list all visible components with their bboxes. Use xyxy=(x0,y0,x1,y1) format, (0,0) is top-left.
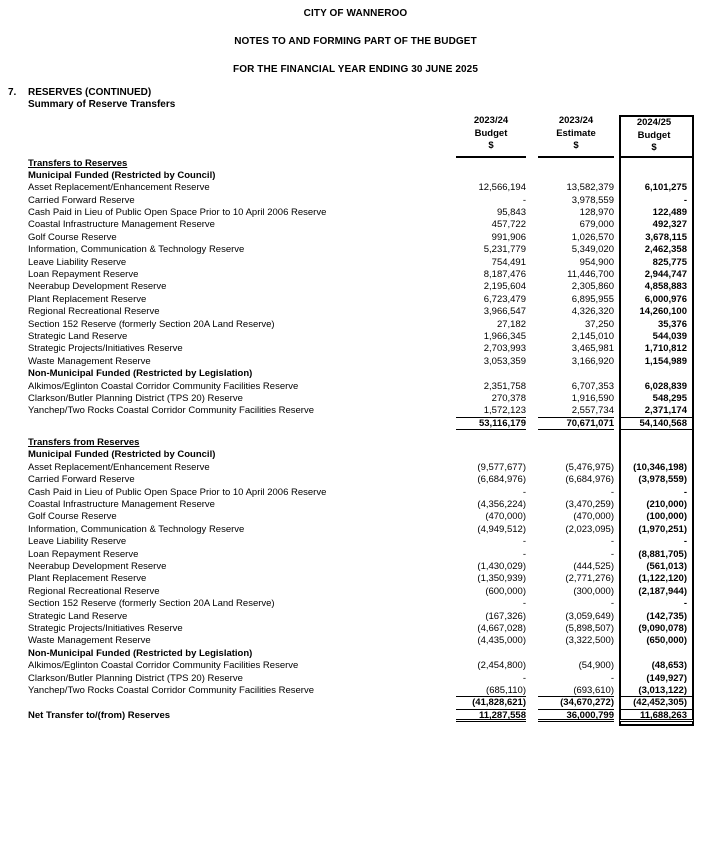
value-cell: (210,000) xyxy=(619,499,694,511)
value-cell: 1,916,590 xyxy=(571,392,614,404)
row-label: Loan Repayment Reserve xyxy=(28,548,139,560)
row-label: Clarkson/Butler Planning District (TPS 20) Reserve xyxy=(28,392,243,404)
value-cell: 5,231,779 xyxy=(483,244,526,256)
value-cell: 2,305,860 xyxy=(571,281,614,293)
table-row xyxy=(0,586,694,598)
doc-period: FOR THE FINANCIAL YEAR ENDING 30 JUNE 2025 xyxy=(233,64,478,75)
table-row xyxy=(0,393,694,405)
value-cell: (3,978,559) xyxy=(619,474,694,486)
value-cell: (4,356,224) xyxy=(477,499,526,511)
value-cell: (650,000) xyxy=(619,635,694,647)
value-cell xyxy=(456,449,526,461)
value-cell: (9,090,078) xyxy=(619,623,694,635)
section-heading xyxy=(0,87,711,110)
value-cell: - xyxy=(522,194,526,206)
subsection-row xyxy=(0,449,694,461)
value-cell: 548,295 xyxy=(619,393,694,405)
value-cell: (1,970,251) xyxy=(619,524,694,536)
value-cell: 54,140,568 xyxy=(619,418,694,430)
row-label: Net Transfer to/(from) Reserves xyxy=(28,709,171,721)
value-cell: 6,000,976 xyxy=(619,294,694,306)
value-cell: 70,671,071 xyxy=(538,418,614,430)
value-cell: 4,858,883 xyxy=(619,281,694,293)
value-cell: (5,898,507) xyxy=(565,622,614,634)
row-label: Transfers to Reserves xyxy=(28,157,128,169)
total-row xyxy=(0,697,694,709)
value-cell: 492,327 xyxy=(619,219,694,231)
value-cell: (10,346,198) xyxy=(619,462,694,474)
value-cell: (42,452,305) xyxy=(619,697,694,709)
row-label: Municipal Funded (Restricted by Council) xyxy=(28,169,216,181)
table-row xyxy=(0,549,694,561)
row-label: Yanchep/Two Rocks Coastal Corridor Community Facilities Reserve xyxy=(28,684,314,696)
section-row xyxy=(0,158,694,170)
table-row xyxy=(0,281,694,293)
value-cell: (149,927) xyxy=(619,673,694,685)
doc-heading: NOTES TO AND FORMING PART OF THE BUDGET xyxy=(234,36,477,47)
subsection-row xyxy=(0,170,694,182)
row-label: Golf Course Reserve xyxy=(28,511,117,523)
row-label: Non-Municipal Funded (Restricted by Legislation) xyxy=(28,647,253,659)
value-cell: - xyxy=(522,598,526,610)
row-label: Plant Replacement Reserve xyxy=(28,573,147,585)
value-cell: - xyxy=(619,487,694,499)
table-row xyxy=(0,511,694,523)
row-label: Asset Replacement/Enhancement Reserve xyxy=(28,182,210,194)
value-cell: - xyxy=(619,598,694,610)
value-cell: (3,059,649) xyxy=(565,610,614,622)
table-row xyxy=(0,598,694,610)
table-row xyxy=(0,244,694,256)
value-cell: 6,028,839 xyxy=(619,381,694,393)
value-cell: 35,376 xyxy=(619,319,694,331)
value-cell: 122,489 xyxy=(619,207,694,219)
table-row xyxy=(0,294,694,306)
value-cell: (693,610) xyxy=(538,685,614,697)
value-cell: 27,182 xyxy=(496,318,526,330)
table-row xyxy=(0,685,694,697)
value-cell xyxy=(619,437,694,449)
value-cell: 679,000 xyxy=(579,219,614,231)
row-label: Waste Management Reserve xyxy=(28,355,151,367)
value-cell: (34,670,272) xyxy=(538,697,614,709)
value-cell: (470,000) xyxy=(485,511,526,523)
table-row xyxy=(0,405,694,417)
value-cell: 6,101,275 xyxy=(619,182,694,194)
value-cell: (8,881,705) xyxy=(619,549,694,561)
row-label xyxy=(0,722,456,726)
value-cell: (5,476,975) xyxy=(565,461,614,473)
value-cell: 53,116,179 xyxy=(456,418,526,430)
value-cell: 13,582,379 xyxy=(566,182,614,194)
value-cell: (54,900) xyxy=(578,660,614,672)
org-title: CITY OF WANNEROO xyxy=(303,8,408,19)
table-row xyxy=(0,561,694,573)
value-cell xyxy=(456,170,526,182)
value-cell: 11,446,700 xyxy=(567,269,614,281)
value-cell: - xyxy=(522,536,526,548)
row-label: Regional Recreational Reserve xyxy=(28,585,160,597)
row-label xyxy=(0,697,456,709)
value-cell: 2,557,734 xyxy=(538,405,614,417)
row-label: Plant Replacement Reserve xyxy=(28,293,147,305)
table-row xyxy=(0,487,694,499)
value-cell xyxy=(538,430,614,437)
value-cell: (470,000) xyxy=(573,511,614,523)
row-label: Transfers from Reserves xyxy=(28,437,140,449)
value-cell: (4,435,000) xyxy=(477,635,526,647)
column-header xyxy=(456,115,526,158)
row-label: Carried Forward Reserve xyxy=(28,474,135,486)
row-label: Alkimos/Eglinton Coastal Corridor Community Facilities Reserve xyxy=(28,660,299,672)
value-cell: (41,828,621) xyxy=(456,697,526,709)
value-cell: - xyxy=(610,672,614,684)
row-label: Non-Municipal Funded (Restricted by Legislation) xyxy=(28,368,253,380)
value-cell xyxy=(538,170,614,182)
box-bottom-edge xyxy=(0,722,694,726)
row-label: Neerabup Development Reserve xyxy=(28,281,167,293)
table-body xyxy=(0,158,694,727)
value-cell: 14,260,100 xyxy=(619,306,694,318)
value-cell: 11,287,558 xyxy=(456,710,526,722)
value-cell: 1,026,570 xyxy=(571,231,614,243)
value-cell: (600,000) xyxy=(485,585,526,597)
value-cell: - xyxy=(522,486,526,498)
row-label: Section 152 Reserve (formerly Section 20A Land Reserve) xyxy=(28,318,275,330)
value-cell: (444,525) xyxy=(573,561,614,572)
row-label: Information, Communication & Technology Reserve xyxy=(28,244,245,256)
value-cell: 6,723,479 xyxy=(483,293,526,305)
section-row xyxy=(0,437,694,449)
value-cell: 991,906 xyxy=(491,231,526,243)
value-cell: 457,722 xyxy=(491,219,526,231)
value-cell xyxy=(619,368,694,380)
value-cell: 6,707,353 xyxy=(571,380,614,392)
row-label: Strategic Projects/Initiatives Reserve xyxy=(28,343,183,355)
value-cell xyxy=(538,722,614,726)
row-label: Regional Recreational Reserve xyxy=(28,306,160,318)
value-cell: 1,154,989 xyxy=(619,356,694,368)
row-label: Cash Paid in Lieu of Public Open Space Prior to 10 April 2006 Reserve xyxy=(28,486,327,498)
reserve-transfers-table xyxy=(0,115,694,726)
value-cell: (142,735) xyxy=(619,611,694,623)
value-cell: 12,566,194 xyxy=(478,182,526,194)
column-header-line: 2023/24 xyxy=(473,115,509,126)
value-cell: - xyxy=(619,195,694,207)
row-label xyxy=(0,418,456,430)
value-cell: 2,351,758 xyxy=(483,380,526,392)
value-cell: 2,703,993 xyxy=(483,343,526,355)
row-label: Alkimos/Eglinton Coastal Corridor Community Facilities Reserve xyxy=(28,380,299,392)
value-cell xyxy=(619,430,694,437)
value-cell: 2,944,747 xyxy=(619,269,694,281)
table-row xyxy=(0,331,694,343)
table-row xyxy=(0,182,694,194)
value-cell: (1,122,120) xyxy=(619,573,694,585)
column-header-line: Estimate xyxy=(556,127,596,139)
value-cell: (561,013) xyxy=(619,561,694,573)
value-cell: - xyxy=(522,548,526,560)
value-cell: 3,966,547 xyxy=(483,306,526,318)
value-cell: 6,895,955 xyxy=(571,293,614,305)
total-row xyxy=(0,418,694,430)
value-cell: 11,688,263 xyxy=(619,710,694,722)
spacer-row xyxy=(0,430,694,437)
column-header-line: $ xyxy=(651,142,657,153)
value-cell: 1,966,345 xyxy=(483,330,526,342)
table-row xyxy=(0,219,694,231)
value-cell: (300,000) xyxy=(573,585,614,597)
value-cell xyxy=(619,158,694,170)
value-cell: 544,039 xyxy=(619,331,694,343)
row-label xyxy=(0,430,456,437)
row-label: Cash Paid in Lieu of Public Open Space Prior to 10 April 2006 Reserve xyxy=(28,207,327,219)
value-cell: 5,349,020 xyxy=(571,244,614,256)
section-titles xyxy=(28,87,711,110)
value-cell xyxy=(456,430,526,437)
column-header xyxy=(619,115,694,158)
column-header-line: $ xyxy=(573,140,579,151)
row-label: Loan Repayment Reserve xyxy=(28,269,139,281)
table-header xyxy=(0,115,694,158)
value-cell: - xyxy=(610,598,614,610)
row-label: Asset Replacement/Enhancement Reserve xyxy=(28,461,210,473)
value-cell: 95,843 xyxy=(496,207,526,219)
table-row xyxy=(0,499,694,511)
table-row xyxy=(0,573,694,585)
value-cell: 3,978,559 xyxy=(571,194,614,206)
table-row xyxy=(0,536,694,548)
value-cell xyxy=(538,449,614,461)
column-header xyxy=(538,115,614,158)
value-cell xyxy=(538,437,614,449)
value-cell: (1,350,939) xyxy=(477,573,526,585)
column-header-line: $ xyxy=(488,140,494,151)
row-label: Information, Communication & Technology Reserve xyxy=(28,523,245,535)
table-row xyxy=(0,269,694,281)
value-cell: - xyxy=(610,548,614,560)
value-cell: 8,187,476 xyxy=(483,269,526,281)
row-label: Strategic Projects/Initiatives Reserve xyxy=(28,622,183,634)
value-cell: 128,970 xyxy=(579,207,614,219)
row-label: Municipal Funded (Restricted by Council) xyxy=(28,449,216,461)
value-cell: 2,371,174 xyxy=(619,405,694,417)
value-cell: 2,195,604 xyxy=(483,281,526,293)
value-cell: (685,110) xyxy=(456,685,526,697)
value-cell: (48,653) xyxy=(619,660,694,672)
table-row xyxy=(0,343,694,355)
table-row xyxy=(0,381,694,393)
value-cell: (3,470,259) xyxy=(565,499,614,511)
value-cell: 2,145,010 xyxy=(571,330,614,342)
table-row xyxy=(0,474,694,486)
row-label: Yanchep/Two Rocks Coastal Corridor Community Facilities Reserve xyxy=(28,405,314,417)
value-cell xyxy=(538,158,614,170)
value-cell: 2,462,358 xyxy=(619,244,694,256)
column-header-line: Budget xyxy=(637,129,671,141)
value-cell: 4,326,320 xyxy=(571,306,614,318)
column-header-line: 2024/25 xyxy=(636,117,672,128)
table-row xyxy=(0,257,694,269)
value-cell xyxy=(456,368,526,380)
value-cell: - xyxy=(610,486,614,498)
value-cell: - xyxy=(619,536,694,548)
table-row xyxy=(0,623,694,635)
column-header-line: 2023/24 xyxy=(558,115,594,126)
row-label: Clarkson/Butler Planning District (TPS 20) Reserve xyxy=(28,672,243,684)
value-cell: 3,678,115 xyxy=(619,232,694,244)
row-label: Leave Liability Reserve xyxy=(28,256,127,268)
row-label: Coastal Infrastructure Management Reserve xyxy=(28,219,215,231)
section-number: 7. xyxy=(8,87,17,98)
value-cell xyxy=(456,648,526,660)
value-cell: 1,710,812 xyxy=(619,343,694,355)
value-cell: - xyxy=(610,536,614,548)
row-label: Golf Course Reserve xyxy=(28,231,117,243)
value-cell: (2,023,095) xyxy=(565,523,614,535)
value-cell: (3,322,500) xyxy=(565,635,614,647)
value-cell: 3,465,981 xyxy=(571,343,614,355)
value-cell: 36,000,799 xyxy=(538,710,614,722)
value-cell: 3,166,920 xyxy=(571,355,614,367)
table-row xyxy=(0,306,694,318)
value-cell: 3,053,359 xyxy=(483,355,526,367)
value-cell: (6,684,976) xyxy=(565,474,614,486)
row-label: Leave Liability Reserve xyxy=(28,536,127,548)
table-row xyxy=(0,635,694,647)
table-row xyxy=(0,660,694,672)
value-cell: 954,900 xyxy=(579,256,614,268)
table-row xyxy=(0,232,694,244)
value-cell: (4,949,512) xyxy=(477,523,526,535)
value-cell: (2,454,800) xyxy=(477,660,526,672)
table-row xyxy=(0,195,694,207)
row-label: Coastal Infrastructure Management Reserve xyxy=(28,499,215,511)
value-cell: (6,684,976) xyxy=(477,474,526,486)
value-cell: (2,771,276) xyxy=(565,573,614,585)
value-cell: 1,572,123 xyxy=(456,405,526,417)
row-label: Carried Forward Reserve xyxy=(28,194,135,206)
subsection-row xyxy=(0,368,694,380)
row-label: Waste Management Reserve xyxy=(28,635,151,647)
table-row xyxy=(0,319,694,331)
value-cell xyxy=(456,158,526,170)
value-cell: (100,000) xyxy=(619,511,694,523)
subsection-row xyxy=(0,648,694,660)
value-cell xyxy=(619,648,694,660)
table-row xyxy=(0,207,694,219)
value-cell: 825,775 xyxy=(619,257,694,269)
value-cell: (4,667,028) xyxy=(477,622,526,634)
row-label: Strategic Land Reserve xyxy=(28,610,128,622)
value-cell: (2,187,944) xyxy=(619,586,694,598)
value-cell xyxy=(456,722,526,726)
value-cell: (3,013,122) xyxy=(619,685,694,697)
value-cell: 754,491 xyxy=(491,256,526,268)
value-cell xyxy=(619,170,694,182)
row-label: Section 152 Reserve (formerly Section 20A Land Reserve) xyxy=(28,598,275,610)
value-cell xyxy=(538,648,614,660)
value-cell xyxy=(538,368,614,380)
table-row xyxy=(0,673,694,685)
table-row xyxy=(0,356,694,368)
value-cell: - xyxy=(522,672,526,684)
value-cell xyxy=(619,722,694,726)
row-label: Strategic Land Reserve xyxy=(28,330,128,342)
value-cell: 37,250 xyxy=(584,318,614,330)
value-cell xyxy=(456,437,526,449)
value-cell: (167,326) xyxy=(485,610,526,622)
value-cell: 270,378 xyxy=(491,392,526,404)
column-header-line: Budget xyxy=(474,127,508,139)
section-subtitle: Summary of Reserve Transfers xyxy=(28,99,176,110)
value-cell: (9,577,677) xyxy=(477,461,526,473)
row-label: Neerabup Development Reserve xyxy=(28,561,167,572)
table-row xyxy=(0,524,694,536)
section-title: RESERVES (CONTINUED) xyxy=(28,87,152,98)
table-row xyxy=(0,611,694,623)
header-spacer xyxy=(0,115,456,158)
table-row xyxy=(0,462,694,474)
value-cell xyxy=(619,449,694,461)
net-total-row xyxy=(0,710,694,722)
value-cell: (1,430,029) xyxy=(477,561,526,572)
